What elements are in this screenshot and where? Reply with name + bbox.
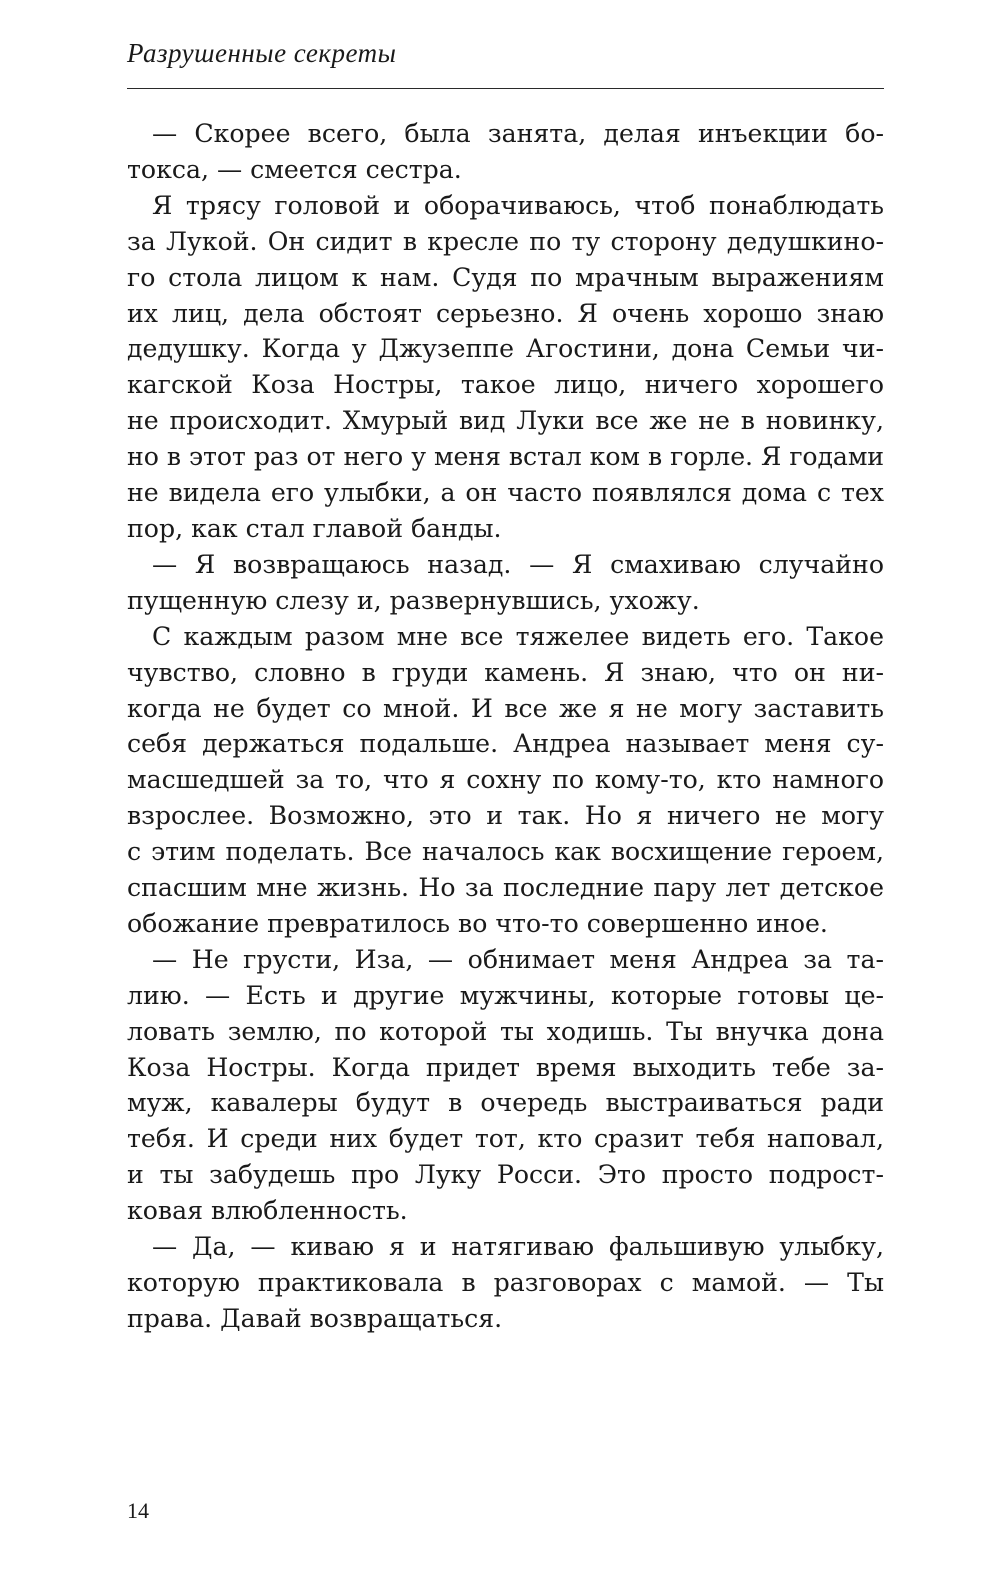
text-line: не происходит. Хмурый вид Луки все же не в новинку, <box>127 406 884 436</box>
text-line: спасшим мне жизнь. Но за последние пару лет детское <box>127 873 884 903</box>
text-line: которую практиковала в разговорах с мамой. — Ты <box>127 1268 884 1297</box>
text-line: пор, как стал главой банды. <box>127 513 502 543</box>
text-line: с этим поделать. Все началось как восхищение героем, <box>127 837 884 867</box>
text-line: взрослее. Возможно, это и так. Но я ничего не могу <box>127 801 884 831</box>
text-line: — Скорее всего, была занята, делая инъекции бо- <box>152 119 884 148</box>
text-line: себя держаться подальше. Андреа называет меня су- <box>127 729 884 759</box>
text-line: за Лукой. Он сидит в кресле по ту сторону дедушкино- <box>127 226 884 256</box>
text-line: — Да, — киваю я и натягиваю фальшивую улыбку, <box>152 1232 884 1262</box>
text-line: дедушку. Когда у Джузеппе Агостини, дона Семьи чи- <box>127 334 884 364</box>
text-line: С каждым разом мне все тяжелее видеть его. Такое <box>152 621 884 651</box>
text-line: не видела его улыбки, а он часто появлялся дома с тех <box>127 478 884 508</box>
text-line: когда не будет со мной. И все же я не могу заставить <box>127 693 884 723</box>
text-line: обожание превратилось во что-то совершенно иное. <box>127 908 828 938</box>
text-line: кагской Коза Ностры, такое лицо, ничего хорошего <box>127 370 884 400</box>
text-line: муж, кавалеры будут в очередь выстраиваться ради <box>127 1088 884 1118</box>
text-line: но в этот раз от него у меня встал ком в горле. Я годами <box>127 442 884 472</box>
text-line: — Не грусти, Иза, — обнимает меня Андреа за та- <box>152 944 884 974</box>
running-title: Разрушенные секреты <box>127 38 397 68</box>
text-line: тебя. И среди них будет тот, кто сразит тебя наповал, <box>127 1124 884 1154</box>
text-line: пущенную слезу и, развернувшись, ухожу. <box>127 585 700 615</box>
page-body <box>127 116 884 1337</box>
text-line: масшедшей за то, что я сохну по кому-то, кто намного <box>127 765 884 795</box>
text-line: токса, — смеется сестра. <box>127 154 462 184</box>
text-line: го стола лицом к нам. Судя по мрачным выражениям <box>127 262 884 292</box>
text-line: — Я возвращаюсь назад. — Я смахиваю случайно <box>152 549 884 579</box>
page-number: 14 <box>127 1498 149 1523</box>
header-divider <box>127 88 884 89</box>
text-line: чувство, словно в груди камень. Я знаю, что он ни- <box>127 657 884 687</box>
text-line: лию. — Есть и другие мужчины, которые готовы це- <box>127 980 884 1010</box>
text-line: права. Давай возвращаться. <box>127 1303 503 1333</box>
text-line: ловать землю, по которой ты ходишь. Ты внучка дона <box>127 1016 884 1046</box>
text-line: и ты забудешь про Луку Росси. Это просто подрост- <box>127 1160 884 1190</box>
text-line: Я трясу головой и оборачиваюсь, чтоб понаблюдать <box>152 190 884 220</box>
text-line: их лиц, дела обстоят серьезно. Я очень хорошо знаю <box>127 298 884 328</box>
text-line: ковая влюбленность. <box>127 1196 408 1226</box>
text-line: Коза Ностры. Когда придет время выходить тебе за- <box>127 1052 884 1082</box>
